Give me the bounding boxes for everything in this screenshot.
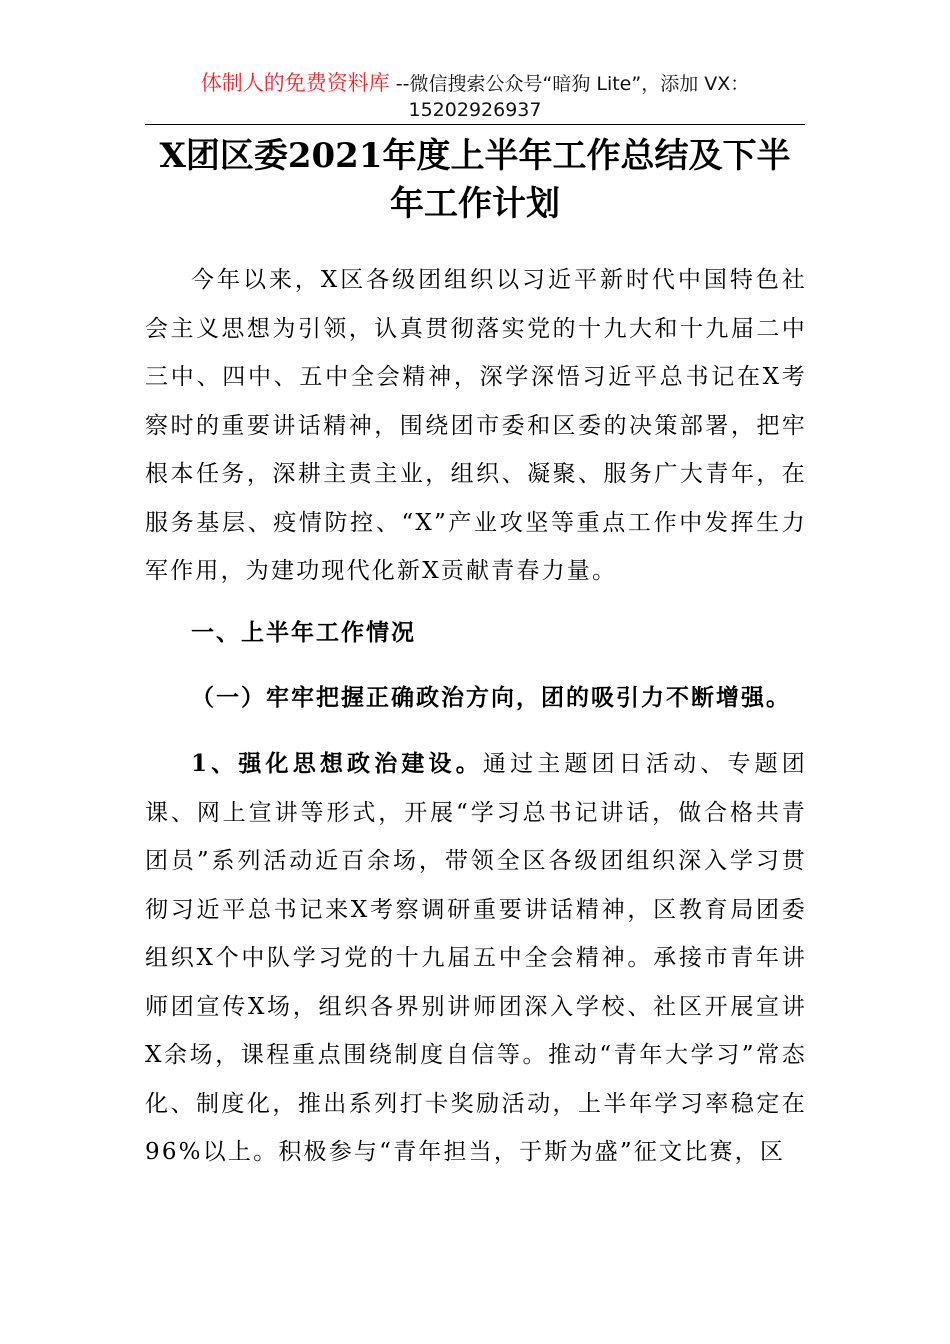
phone-number: 15202926937 — [408, 99, 542, 121]
title-line-2: 年工作计划 — [390, 184, 560, 224]
item-lead: 1、强化思想政治建设。 — [191, 750, 483, 777]
title-line-1: X团区委2021年度上半年工作总结及下半 — [159, 136, 791, 176]
section-heading: 一、上半年工作情况 — [191, 619, 416, 646]
brand-text: 体制人的免费资料库 — [200, 71, 390, 95]
header-line-1 — [0, 70, 950, 97]
subsection-heading: （一）牢牢把握正确政治方向，团的吸引力不断增强。 — [191, 684, 791, 711]
page-header — [0, 70, 950, 123]
intro-paragraph: 今年以来，X区各级团组织以习近平新时代中国特色社会主义思想为引领，认真贯彻落实党的十九大和十九届二中三中、四中、五中全会精神，深学深悟习近平总书记在X考察时的重要讲话精神，围绕团市委和区委的决策部署，把牢根本任务，深耕主责主业，组织、凝聚、服务广大青年，在服务基层、疫情防控、“X”产业攻坚等重点工作中发挥生力军作用，为建功现代化新X贡献青春力量。 — [145, 267, 807, 584]
item-paragraph — [145, 740, 807, 1177]
document-title — [145, 132, 805, 228]
header-divider — [145, 124, 805, 125]
promo-text: --微信搜索公众号“暗狗 Lite”，添加 VX： — [395, 73, 750, 95]
item-text: 通过主题团日活动、专题团课、网上宣讲等形式，开展“学习总书记讲话，做合格共青团员”系列活动近百余场，带领全区各级团组织深入学习贯彻习近平总书记来X考察调研重要讲话精神，区教育局团委组织X个中队学习党的十九届五中全会精神。承接市青年讲师团宣传X场，组织各界别讲师团深入学校、社区开展宣讲X余场，课程重点围绕制度自信等。推动“青年大学习”常态化、制度化，推出系列打卡奖励活动，上半年学习率稳定在96%以上。积极参与“青年担当，于斯为盛”征文比赛，区 — [145, 751, 807, 1165]
